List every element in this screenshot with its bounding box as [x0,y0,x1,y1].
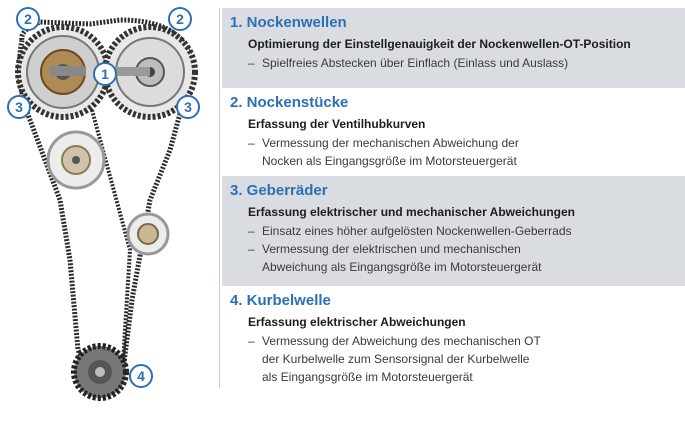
timing-belt-diagram [0,0,218,416]
dash-bullet: – [248,242,255,256]
idler-pulley [48,132,104,188]
list-item [248,54,677,72]
item-line: Spielfreies Abstecken über Einflach (Einlass und Auslass) [262,56,569,70]
dash-bullet: – [248,334,255,348]
dash-bullet: – [248,56,255,70]
item-line: Vermessung der elektrischen und mechanischen [262,242,521,256]
section-kurbelwelle [222,286,685,398]
item-line: Abweichung als Eingangsgröße im Motorsteuergerät [262,260,542,274]
item-text [262,134,677,170]
section-geberraeder [222,176,685,286]
item-text [262,222,677,240]
crankshaft-gear [74,346,126,398]
badge-label: 1 [101,66,109,82]
item-line: Vermessung der mechanischen Abweichung der [262,136,519,150]
item-line: Einsatz eines höher aufgelösten Nockenwellen-Geberrads [262,224,572,238]
section-title: 1. Nockenwellen [230,14,347,31]
badge-2-left [16,7,40,31]
item-line: als Eingangsgröße im Motorsteuergerät [262,370,473,384]
badge-label: 3 [15,99,23,115]
section-nockenstuecke [222,88,685,174]
item-line: Nocken als Eingangsgröße im Motorsteuergerät [262,154,517,168]
section-subtitle: Erfassung elektrischer und mechanischer Abweichungen [248,205,575,219]
section-subtitle: Erfassung der Ventilhubkurven [248,117,426,131]
list-item [248,240,677,276]
section-nockenwellen [222,8,685,88]
dash-bullet: – [248,136,255,150]
item-text [262,332,677,386]
item-line: Vermessung der Abweichung des mechanischen OT [262,334,541,348]
badge-1 [93,62,117,86]
list-item [248,332,677,386]
tensioner-pulley [128,214,168,254]
item-text [262,240,677,276]
section-title: 2. Nockenstücke [230,94,349,111]
section-title: 3. Geberräder [230,182,328,199]
item-line: der Kurbelwelle zum Sensorsignal der Kurbelwelle [262,352,530,366]
list-item [248,222,677,240]
dash-bullet: – [248,224,255,238]
badge-label: 2 [176,11,184,27]
list-item [248,134,677,170]
section-subtitle: Erfassung elektrischer Abweichungen [248,315,466,329]
badge-3-right [176,95,200,119]
section-subtitle: Optimierung der Einstellgenauigkeit der Nockenwellen-OT-Position [248,37,631,51]
divider [219,8,220,388]
badge-4 [129,364,153,388]
item-text [262,54,677,72]
badge-3-left [7,95,31,119]
badge-label: 2 [24,11,32,27]
section-title: 4. Kurbelwelle [230,292,331,309]
badge-label: 3 [184,99,192,115]
badge-2-right [168,7,192,31]
badge-label: 4 [137,368,145,384]
